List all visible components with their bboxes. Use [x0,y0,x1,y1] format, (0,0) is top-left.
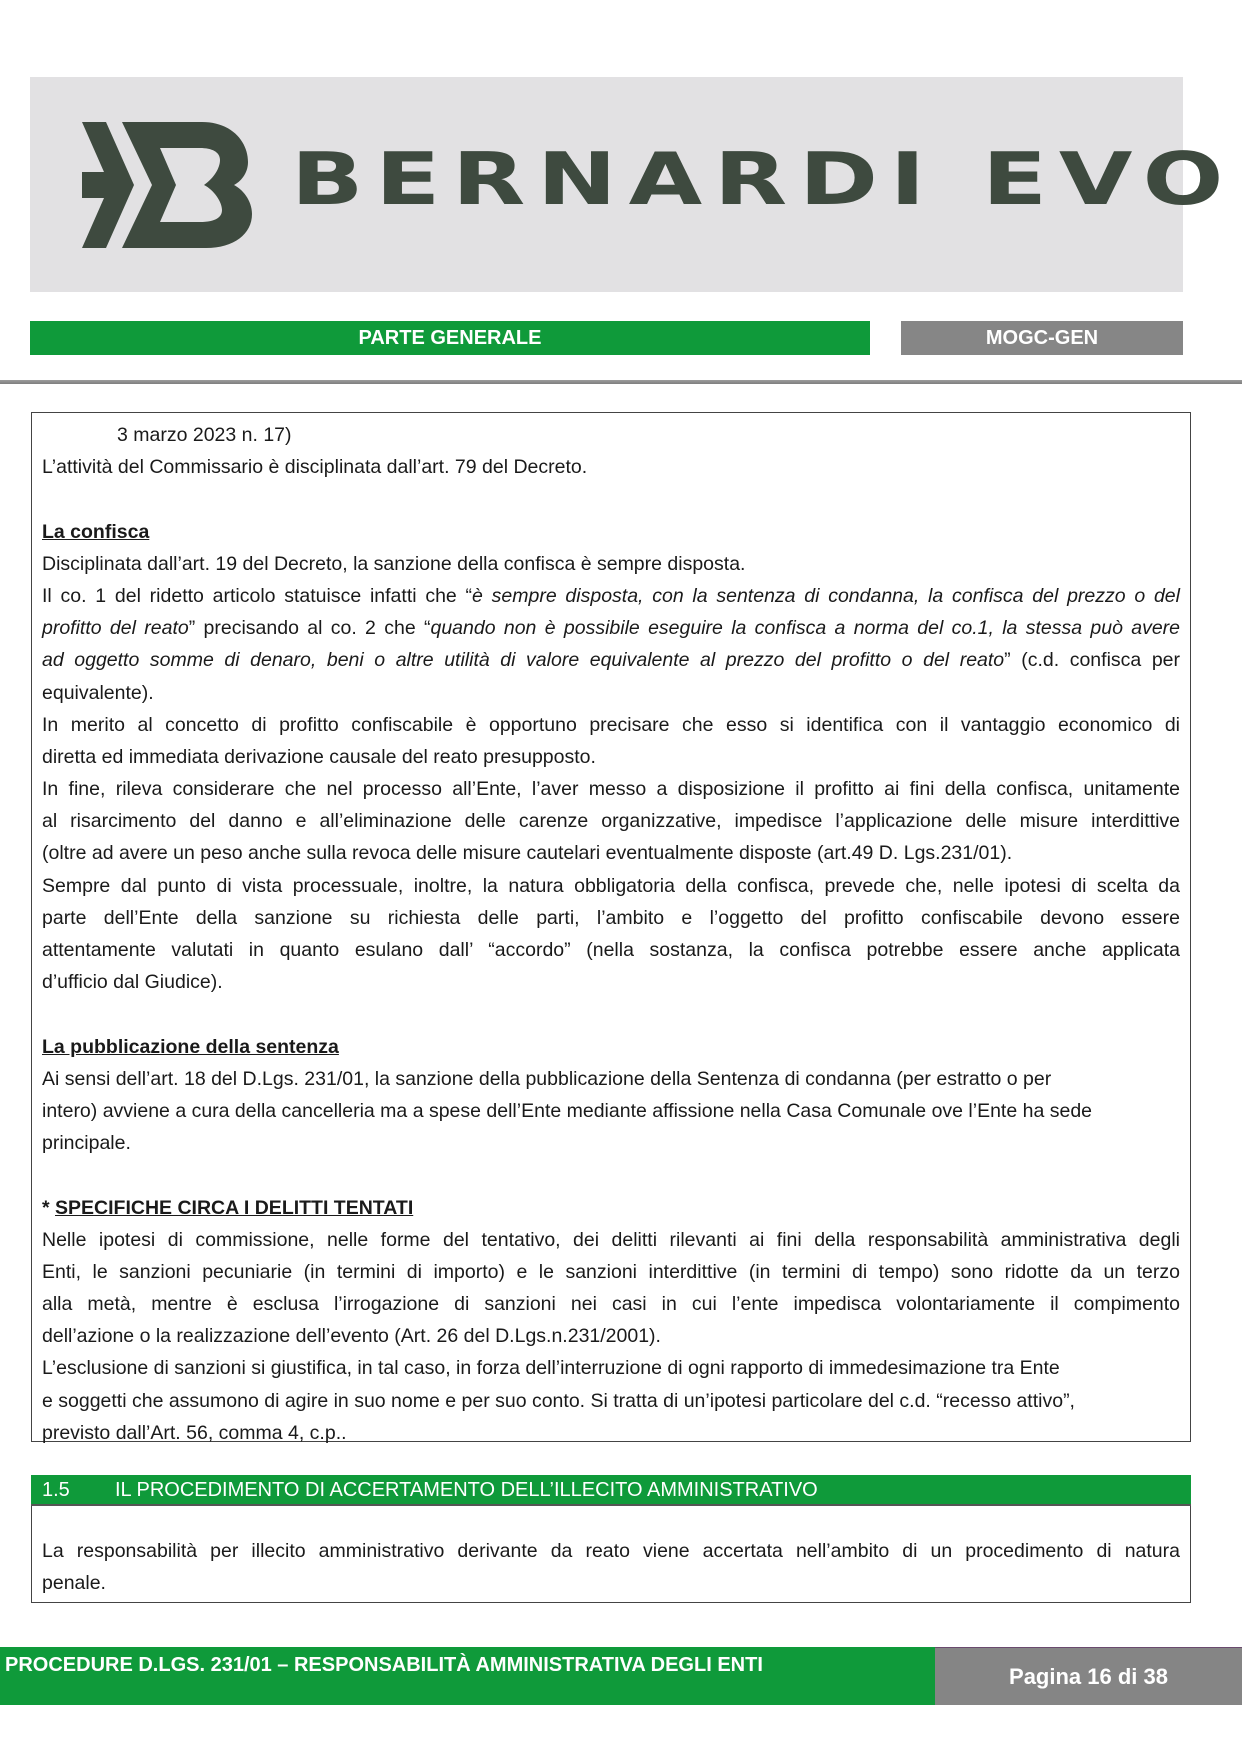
bernardi-logo-icon [82,122,257,248]
section-title: IL PROCEDIMENTO DI ACCERTAMENTO DELL’ILLECITO AMMINISTRATIVO [115,1479,818,1501]
subheading-confisca: La confisca [42,520,150,543]
text-line: In merito al concetto di profitto confiscabile è opportuno precisare che esso si identifica con il vantaggio economico di [42,713,1180,736]
brand-wordmark: BERNARDI EVO [291,137,1236,221]
text-line: al risarcimento del danno e all’eliminazione delle carenze organizzative, impedisce l’applicazione delle misure interdittive [42,810,1180,833]
text-line: Il co. 1 del ridetto articolo statuisce infatti che “è sempre disposta, con la sentenza di condanna, la confisca del prezzo o del [42,584,1180,607]
text-line: Ai sensi dell’art. 18 del D.Lgs. 231/01, la sanzione della pubblicazione della Sentenza di condanna (per estratto o per [42,1067,1052,1090]
header-banner [30,77,1236,292]
footer-title: PROCEDURE D.LGS. 231/01 – RESPONSABILITÀ AMMINISTRATIVA DEGLI ENTI [0,1647,935,1705]
text-line: parte dell’Ente della sanzione su richiesta delle parti, l’ambito e l’oggetto del profitto confiscabile devono essere [42,906,1180,929]
text-line: Sempre dal punto di vista processuale, inoltre, la natura obbligatoria della confisca, prevede che, nelle ipotesi di scelta da [42,874,1180,897]
text-line: In fine, rileva considerare che nel processo all’Ente, l’aver messo a disposizione il profitto ai fini della confisca, unitamente [42,778,1180,801]
text-line: d’ufficio dal Giudice). [42,971,223,994]
text-line: attentamente valutati in quanto esulano dall’ “accordo” (nella sostanza, la confisca potrebbe essere anche applicata [42,939,1180,961]
section-tag: PARTE GENERALE [30,321,870,355]
blank-line [42,483,1180,515]
document-code: MOGC-GEN [901,321,1183,355]
text-line: penale. [42,1572,106,1595]
text-line: Enti, le sanzioni pecuniarie (in termini di importo) e le sanzioni interdittive (in termini di tempo) sono ridotte da un terzo [42,1260,1180,1283]
text-line: 3 marzo 2023 n. 17) [117,424,292,446]
text-line: ad oggetto somme di denaro, beni o altre utilità di valore equivalente al prezzo del profitto o del reato” (c.d. confisca per [42,649,1181,672]
section-number: 1.5 [42,1479,70,1501]
asterisk-marker: * [42,1196,56,1219]
text-line: e soggetti che assumono di agire in suo nome e per suo conto. Si tratta di un’ipotesi particolare del c.d. “recesso attivo”, [42,1389,1075,1412]
subheading-pubblicazione: La pubblicazione della sentenza [42,1035,339,1058]
text-line: (oltre ad avere un peso anche sulla revoca delle misure cautelari eventualmente disposte (art.49 D. Lgs.231/01). [42,842,1013,865]
page-number: Pagina 16 di 38 [935,1647,1242,1705]
header-divider [0,380,1242,384]
text-line: principale. [42,1132,131,1155]
text-line: dell’azione o la realizzazione dell’evento (Art. 26 del D.Lgs.n.231/2001). [42,1325,661,1348]
text-line: alla metà, mentre è esclusa l’irrogazione di sanzioni nei casi in cui l’ente impedisca volontariamente il compimento [42,1293,1180,1316]
text-line: Disciplinata dall’art. 19 del Decreto, la sanzione della confisca è sempre disposta. [42,552,746,575]
text-line: intero) avviene a cura della cancelleria ma a spese dell’Ente mediante affissione nella Casa Comunale ove l’Ente ha sede [42,1099,1093,1122]
blank-line [42,998,1180,1030]
content-box [31,412,1191,1442]
text-line: previsto dall’Art. 56, comma 4, c.p.. [42,1421,347,1444]
text-line: diretta ed immediata derivazione causale del reato presupposto. [42,745,596,768]
blank-line [42,1159,1180,1191]
section-box [31,1506,1191,1603]
text-line: Nelle ipotesi di commissione, nelle forme del tentativo, dei delitti rilevanti ai fini della responsabilità amministrativa degli [42,1228,1180,1251]
text-line: equivalente). [42,681,154,704]
text-line: profitto del reato” precisando al co. 2 che “quando non è possibile eseguire la confisca a norma del co.1, la stessa può avere [42,617,1181,640]
text-line: L’attività del Commissario è disciplinata dall’art. 79 del Decreto. [42,456,588,479]
section-heading [31,1475,1191,1506]
text-line: La responsabilità per illecito amministrativo derivante da reato viene accertata nell’ambito di un procedimento di natura [42,1540,1180,1562]
subheading-delitti-tentati: SPECIFICHE CIRCA I DELITTI TENTATI [55,1196,414,1219]
text-line: L’esclusione di sanzioni si giustifica, in tal caso, in forza dell’interruzione di ogni rapporto di immedesimazione tra Ente [42,1357,1060,1380]
